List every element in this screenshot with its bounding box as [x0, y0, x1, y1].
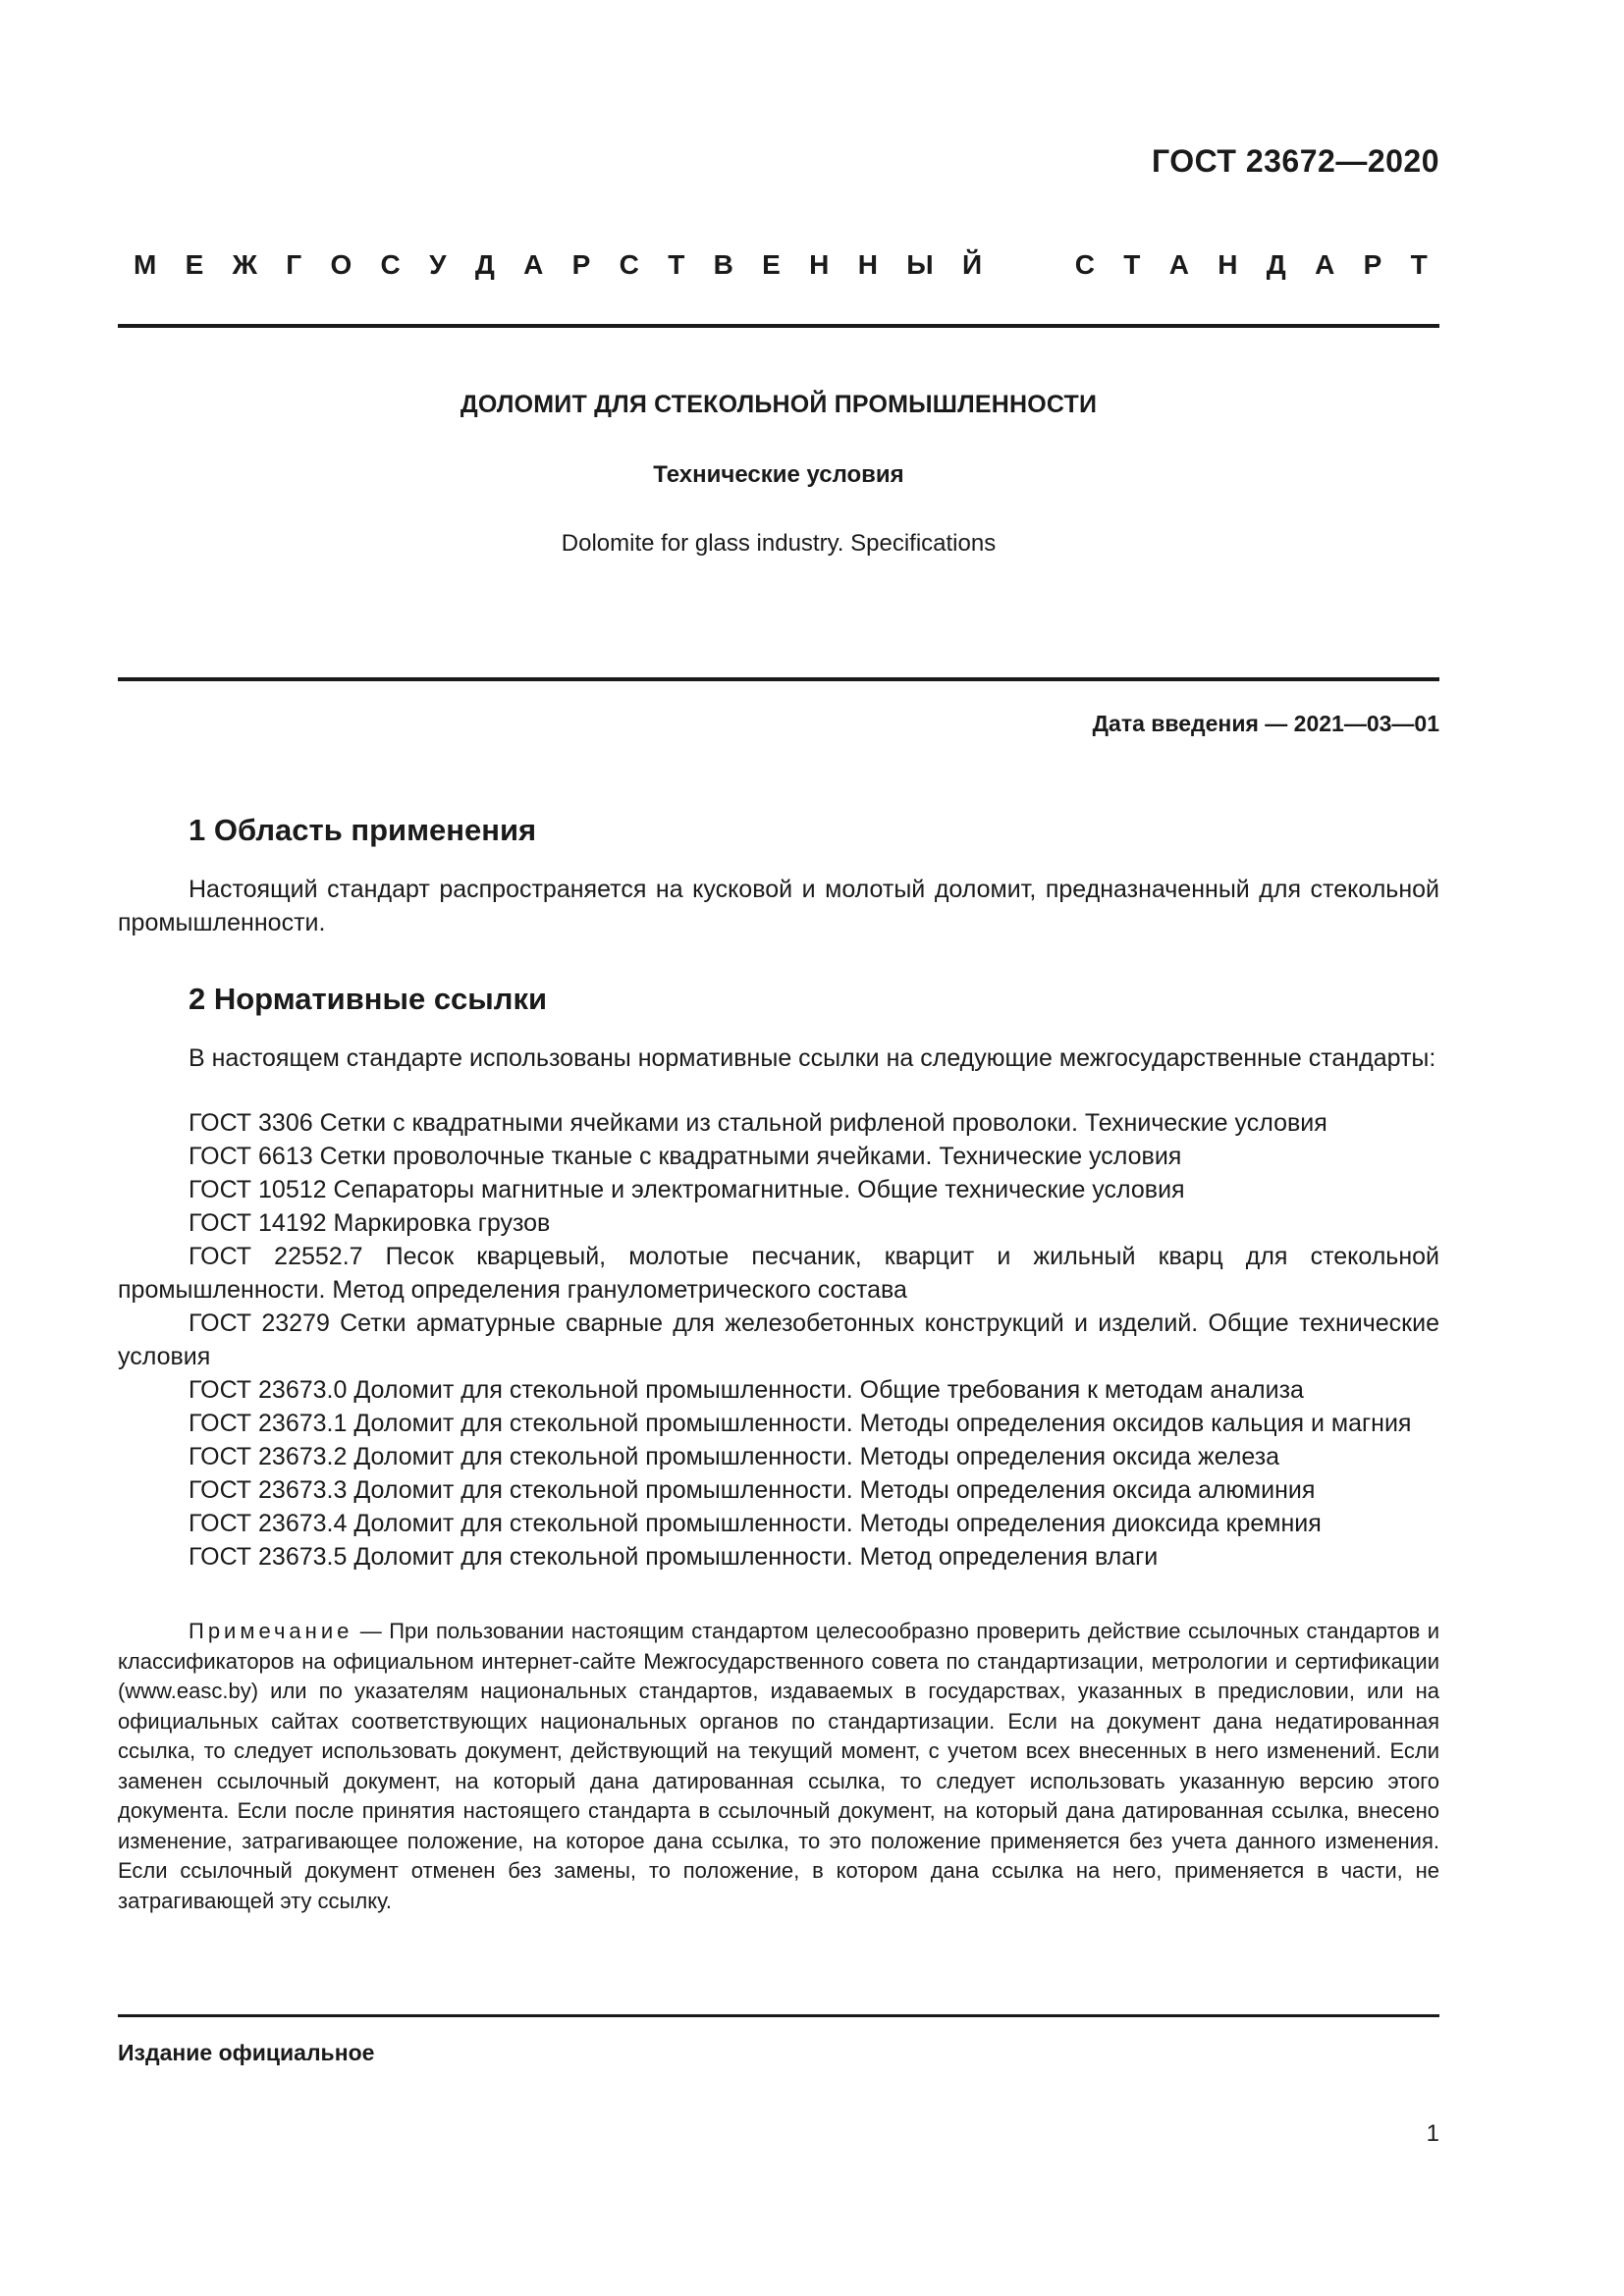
reference-item: ГОСТ 22552.7 Песок кварцевый, молотые песчаник, кварцит и жильный кварц для стекольной промышленности. Метод определения гранулометрического состава — [118, 1243, 1439, 1304]
standard-type-letter: Р — [1363, 249, 1382, 280]
standard-type-heading — [134, 249, 1428, 281]
reference-item: ГОСТ 6613 Сетки проволочные тканые с квадратными ячейками. Технические условия — [189, 1143, 1182, 1170]
title-block-rule — [118, 677, 1439, 681]
document-number: ГОСТ 23672—2020 — [1151, 143, 1439, 179]
standard-type-letter: Й — [961, 249, 983, 280]
document-title: ДОЛОМИТ ДЛЯ СТЕКОЛЬНОЙ ПРОМЫШЛЕННОСТИ — [460, 391, 1098, 418]
section-text-scope: Настоящий стандарт распространяется на кусковой и молотый доломит, предназначенный для стекольной промышленности. — [118, 876, 1439, 936]
standard-type-letter: Т — [1410, 249, 1428, 280]
standard-type-letter: О — [330, 249, 352, 280]
reference-item: ГОСТ 10512 Сепараторы магнитные и электромагнитные. Общие технические условия — [189, 1176, 1185, 1203]
word-gap — [1010, 249, 1046, 281]
introduction-date: Дата введения — 2021—03—01 — [1092, 711, 1439, 736]
standard-type-letter: У — [429, 249, 447, 280]
standard-type-letter: А — [1168, 249, 1189, 280]
standard-type-letter: Н — [1218, 249, 1238, 280]
reference-item: ГОСТ 23673.0 Доломит для стекольной промышленности. Общие требования к методам анализа — [189, 1376, 1304, 1404]
section-text-references: В настоящем стандарте использованы нормативные ссылки на следующие межгосударственные стандарты: — [189, 1044, 1436, 1072]
standard-type-letter: Ы — [906, 249, 934, 280]
standard-type-letter: С — [619, 249, 639, 280]
page-number: 1 — [1426, 2120, 1439, 2147]
standard-type-letter: Т — [668, 249, 685, 280]
reference-note — [118, 1617, 1439, 1916]
standard-type-letter: С — [380, 249, 401, 280]
reference-item: ГОСТ 23673.1 Доломит для стекольной промышленности. Методы определения оксидов кальция и магния — [189, 1410, 1412, 1437]
reference-item: ГОСТ 23673.2 Доломит для стекольной промышленности. Методы определения оксида железа — [189, 1443, 1280, 1470]
standard-type-letter: Р — [571, 249, 591, 280]
note-text: — При пользовании настоящим стандартом целесообразно проверить действие ссылочных стандартов и классификаторов на официальном интернет-сайте Межгосударственного совета по стандартизации, метрологии и сертификации (www.easc.by) или по указателям национальных стандартов, издаваемых в государствах, указанных в предисловии, или на официальных сайтах соответствующих национальных органов по стандартизации. Если на документ дана недатированная ссылка, то следует использовать документ, действующий на текущий момент, с учетом всех внесенных в него изменений. Если заменен ссылочный документ, на который дана датированная ссылка, то следует использовать указанную версию этого документа. Если после принятия настоящего стандарта в ссылочный документ, на который дана датированная ссылка, внесено изменение, затрагивающее положение, на которое дана ссылка, то это положение применяется без учета данного изменения. Если ссылочный документ отменен без замены, то положение, в котором дана ссылка на него, применяется в части, не затрагивающей эту ссылку. — [118, 1619, 1439, 1913]
section-heading-references: 2 Нормативные ссылки — [189, 982, 548, 1016]
reference-item: ГОСТ 3306 Сетки с квадратными ячейками из стальной рифленой проволоки. Технические условия — [189, 1109, 1327, 1137]
standard-type-letter: Н — [857, 249, 878, 280]
reference-item: ГОСТ 23673.3 Доломит для стекольной промышленности. Методы определения оксида алюминия — [189, 1476, 1316, 1504]
standard-type-letter: Е — [185, 249, 204, 280]
reference-item: ГОСТ 23673.4 Доломит для стекольной промышленности. Методы определения диоксида кремния — [189, 1510, 1322, 1537]
top-rule — [118, 324, 1439, 328]
standard-type-letter: Д — [1266, 249, 1286, 280]
standard-type-letter: Т — [1123, 249, 1141, 280]
standard-type-letter: М — [134, 249, 157, 280]
standard-type-letter: Д — [474, 249, 495, 280]
standard-type-letter: Е — [762, 249, 781, 280]
note-label: Примечание — [189, 1619, 353, 1643]
reference-list — [118, 1106, 1439, 1574]
english-title: Dolomite for glass industry. Specifications — [561, 530, 997, 557]
reference-item: ГОСТ 23279 Сетки арматурные сварные для железобетонных конструкций и изделий. Общие технические условия — [118, 1309, 1439, 1370]
reference-item: ГОСТ 14192 Маркировка грузов — [189, 1209, 551, 1237]
standard-type-letter: В — [713, 249, 733, 280]
footer-rule — [118, 2014, 1439, 2017]
reference-item: ГОСТ 23673.5 Доломит для стекольной промышленности. Метод определения влаги — [189, 1543, 1159, 1571]
standard-type-letter: Ж — [232, 249, 257, 280]
document-page — [118, 0, 1439, 2296]
standard-type-letter: А — [523, 249, 544, 280]
standard-type-letter: Н — [809, 249, 830, 280]
edition-label: Издание официальное — [118, 2040, 375, 2065]
standard-type-letter: С — [1074, 249, 1095, 280]
standard-type-letter: Г — [286, 249, 302, 280]
standard-type-letter: А — [1315, 249, 1335, 280]
document-subtitle: Технические условия — [653, 461, 904, 488]
section-heading-scope: 1 Область применения — [189, 813, 537, 847]
